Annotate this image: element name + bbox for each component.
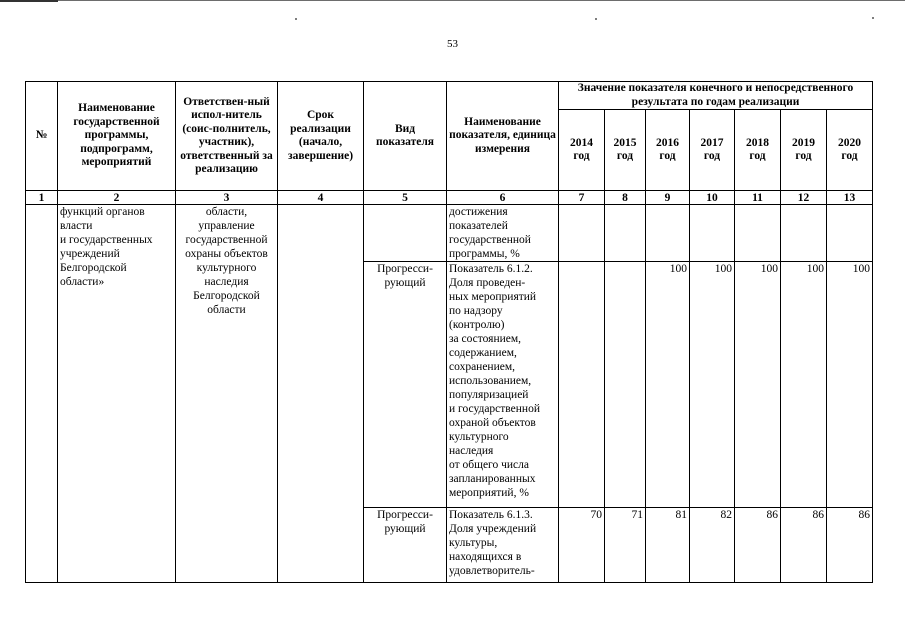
header-row: [26, 82, 873, 110]
cell-value: 100: [646, 262, 690, 508]
cell-indicator-name: Показатель 6.1.2. Доля проведен- ных мероприятий по надзору (контролю) за состоянием, содержанием, сохранением, использованием, популяризацией и государственной охраной объектов культурного наследия от общего числа запланированных мероприятий, %: [447, 262, 559, 508]
header-year: 2015 год: [605, 110, 646, 191]
column-number: 6: [447, 191, 559, 205]
cell-value: [827, 205, 873, 262]
cell-value: [735, 205, 781, 262]
header-year: 2016 год: [646, 110, 690, 191]
cell-term: [278, 205, 364, 583]
column-number: 12: [781, 191, 827, 205]
cell-value: [559, 262, 605, 508]
cell-value: 86: [735, 508, 781, 583]
column-number: 3: [176, 191, 278, 205]
column-number: 11: [735, 191, 781, 205]
header-responsible: Ответствен-ный испол-нитель (соис-полнитель, участник), ответственный за реализацию: [176, 82, 278, 191]
column-number: 9: [646, 191, 690, 205]
cell-indicator-name: Показатель 6.1.3. Доля учреждений культуры, находящихся в удовлетворитель-: [447, 508, 559, 583]
cell-value: 81: [646, 508, 690, 583]
scan-speck: [595, 18, 597, 20]
scan-speck: [872, 17, 874, 19]
cell-value: 86: [827, 508, 873, 583]
header-year: 2014 год: [559, 110, 605, 191]
cell-value: 71: [605, 508, 646, 583]
cell-value: 100: [690, 262, 735, 508]
cell-value: 100: [827, 262, 873, 508]
cell-indicator-name: достижения показателей государственной программы, %: [447, 205, 559, 262]
indicators-table: [25, 81, 873, 583]
header-program-name: Наименование государственной программы, подпрограмм, мероприятий: [58, 82, 176, 191]
header-year: 2018 год: [735, 110, 781, 191]
column-number: 13: [827, 191, 873, 205]
header-year: 2020 год: [827, 110, 873, 191]
cell-no: [26, 205, 58, 583]
column-number: 7: [559, 191, 605, 205]
cell-value: 86: [781, 508, 827, 583]
column-number: 2: [58, 191, 176, 205]
column-number: 4: [278, 191, 364, 205]
column-number: 10: [690, 191, 735, 205]
cell-value: [781, 205, 827, 262]
scan-speck: [295, 18, 297, 20]
header-no: №: [26, 82, 58, 191]
column-numbers-row: [26, 191, 873, 205]
cell-value: 70: [559, 508, 605, 583]
cell-value: 100: [735, 262, 781, 508]
header-indicator-type: Вид показателя: [364, 82, 447, 191]
cell-value: [605, 262, 646, 508]
cell-indicator-type: Прогресси- рующий: [364, 262, 447, 508]
cell-value: [559, 205, 605, 262]
page-top-edge-mark: [0, 0, 58, 2]
page-number: 53: [447, 38, 458, 50]
header-year: 2019 год: [781, 110, 827, 191]
cell-value: 82: [690, 508, 735, 583]
column-number: 8: [605, 191, 646, 205]
cell-indicator-type: [364, 205, 447, 262]
header-values-title: Значение показателя конечного и непосредственного результата по годам реализации: [559, 82, 873, 110]
column-number: 5: [364, 191, 447, 205]
cell-indicator-type: Прогресси- рующий: [364, 508, 447, 583]
cell-value: [646, 205, 690, 262]
page-top-edge: [0, 0, 905, 1]
table-row: [26, 205, 873, 262]
cell-program-name: функций органов власти и государственных учреждений Белгородской области»: [58, 205, 176, 583]
cell-value: [690, 205, 735, 262]
header-indicator-name: Наименование показателя, единица измерения: [447, 82, 559, 191]
header-term: Срок реализации (начало, завершение): [278, 82, 364, 191]
cell-value: [605, 205, 646, 262]
cell-responsible: области, управление государственной охраны объектов культурного наследия Белгородской области: [176, 205, 278, 583]
column-number: 1: [26, 191, 58, 205]
cell-value: 100: [781, 262, 827, 508]
header-year: 2017 год: [690, 110, 735, 191]
